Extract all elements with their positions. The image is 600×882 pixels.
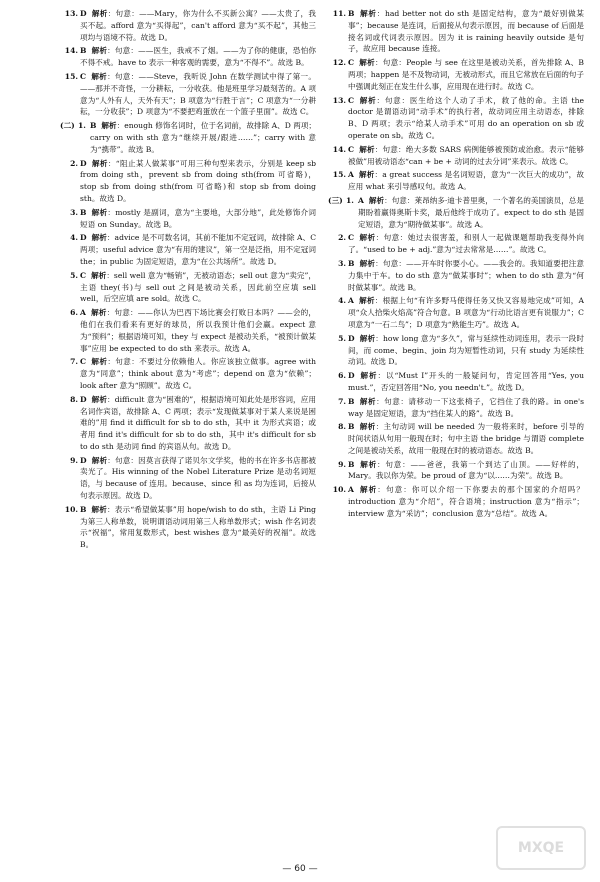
- entry-body: [80, 8, 316, 43]
- analysis-text: ：a great success 是名词短语，意为“一次巨大的成功”，故应用 what 来引导感叹句。故选 A。: [348, 170, 584, 192]
- question-number: 13.: [332, 95, 346, 105]
- analysis-text: ：how long 意为“多久”，常与延续性动词连用，表示一段时间，而 come、begin、join 均为短暂性动词，只有 study 为延续性动词。故选 D。: [348, 333, 584, 367]
- analysis-text: ：advice 是不可数名词，其前不能加不定冠词，故排除 A、C 两项；useful advice 意为“有用的建议”，第一空是泛指，用不定冠词 the；in public 为固定短语，意为“在公共场所”。故选 D。: [80, 233, 316, 266]
- question-number: 2.: [338, 233, 346, 243]
- answer-letter: B: [348, 422, 355, 432]
- answer-letter: D: [80, 158, 87, 168]
- answer-letter: A: [348, 296, 354, 306]
- answer-letter: D: [80, 455, 87, 465]
- answer-letter: B: [80, 504, 87, 514]
- answer-entry: [60, 71, 316, 118]
- columns: [60, 8, 584, 856]
- question-number: 5.: [70, 270, 78, 280]
- question-number: 4.: [338, 296, 346, 306]
- analysis-label: 解析: [91, 394, 108, 404]
- answer-entry: [60, 270, 316, 305]
- answer-entry: [328, 169, 584, 193]
- analysis-label: 解析: [91, 357, 108, 367]
- question-number: 5.: [338, 333, 346, 343]
- question-number: 15.: [332, 170, 346, 180]
- entry-body: [80, 207, 316, 231]
- analysis-text: ：句意：——医生，我戒不了烟。——为了你的健康，恐怕你不得不戒。have to 表示一种客观的需要，意为“不得不”。故选 B。: [80, 46, 316, 68]
- analysis-text: ：句意：——Steve，我听说 John 在数学测试中得了第一。——那并不奇怪，一分耕耘，一分收获。他是班里学习最刻苦的。A 项意为“人外有人，天外有天”；B 项意为“行胜于言”；C 项意为“一分耕耘，一分收获”；D 项意为“不要把鸡蛋放在一个篮子里面”。故选 C。: [80, 71, 316, 117]
- answer-entry: [60, 8, 316, 43]
- question-number: 10.: [64, 504, 78, 514]
- analysis-label: 解析: [91, 455, 108, 465]
- answer-entry: [60, 307, 316, 354]
- answer-entry: [60, 207, 316, 231]
- answer-letter: C: [348, 95, 355, 105]
- entry-body: [348, 258, 584, 293]
- answer-letter: B: [348, 258, 355, 268]
- question-number: 14.: [64, 46, 78, 56]
- answer-entry: [60, 504, 316, 551]
- analysis-label: 解析: [91, 46, 108, 56]
- answer-entry: [328, 333, 584, 368]
- analysis-text: ：句意：People 与 see 在这里是被动关系，首先排除 A、B 两项；happen 是不及物动词，无被动形式，而且它常放在后面的句子中强调此刻正在发生什么事，应用现在进行时。故选 C。: [348, 58, 584, 91]
- entry-body: [358, 195, 584, 230]
- answer-letter: C: [348, 144, 355, 154]
- entry-body: [80, 232, 316, 267]
- question-number: 9.: [70, 455, 78, 465]
- analysis-text: ：根据上句“有许多野马使得任务又快又容易地完成”可知，A 项“众人拾柴火焰高”符合句意。B 项意为“行动比语言更有说服力”；C 项意为“一石二鸟”；D 项意为“熟能生巧”。故选 A。: [348, 296, 584, 329]
- question-number: 1.: [346, 195, 354, 205]
- answer-letter: A: [348, 170, 354, 180]
- analysis-label: 解析: [358, 296, 375, 306]
- analysis-label: 解析: [91, 504, 108, 514]
- answer-letter: B: [90, 121, 97, 131]
- question-number: 4.: [70, 233, 78, 243]
- answer-entry: [60, 45, 316, 69]
- entry-body: [348, 459, 584, 483]
- answer-entry: [328, 484, 584, 519]
- analysis-label: 解析: [91, 158, 108, 168]
- answer-letter: D: [80, 9, 87, 18]
- entry-body: [80, 455, 316, 502]
- answer-entry: [328, 95, 584, 142]
- question-number: 3.: [338, 258, 346, 268]
- analysis-text: ：表示“希望做某事”用 hope/wish to do sth，主语 Li Ping 为第三人称单数，说明谓语动词用第三人称单数形式；wish 作名词表示“祝福”，常用复数形式，best wishes 意为“最美好的祝福”。故选 B。: [80, 504, 316, 550]
- question-number: 9.: [338, 459, 346, 469]
- question-number: 15.: [64, 71, 78, 81]
- analysis-text: ：difficult 意为“困难的”，根据语境可知此处是形容词，应用名词作宾语，故排除 A、C 两项；表示“发现做某事对于某人来说是困难的”用 find it difficult for sb to do sth，其中 it 为形式宾语；或者用 find it's difficult for sb to do sth，其中 it's difficult for sb to do sth 是动词 find 的宾语从句。故选 D。: [80, 394, 316, 451]
- question-number: 7.: [70, 357, 78, 367]
- analysis-text: ：句意：她过去很害羞，和别人一起做课题帮助我变得外向了。“used to be + adj.”意为“过去常常是……”。故选 C。: [348, 233, 584, 255]
- analysis-text: ：sell well 意为“畅销”，无被动语态；sell out 意为“卖完”，主语 they(书)与 sell out 之间是被动关系，因此前空应填 sell well，后空应填 are sold。故选 C。: [80, 270, 316, 304]
- entry-body: [348, 421, 584, 456]
- analysis-text: ：had better not do sth 是固定结构，意为“最好别做某事”；because 是连词，后面接从句表示原因，而 because of 后面是接名词或代词表示原因。因为 it is raining heavily outside 是句子，故应用 because 连接。: [348, 9, 584, 54]
- entry-body: [80, 158, 316, 205]
- entry-body: [90, 120, 316, 155]
- question-number: 14.: [332, 144, 346, 154]
- answer-letter: A: [80, 308, 86, 318]
- answer-entry: [328, 144, 584, 168]
- answer-letter: D: [80, 233, 87, 243]
- question-number: 10.: [332, 485, 346, 495]
- analysis-label: 解析: [101, 121, 117, 131]
- entry-body: [80, 270, 316, 305]
- answer-entry: [328, 258, 584, 293]
- answer-letter: C: [80, 270, 87, 280]
- right-column: [328, 8, 584, 856]
- analysis-text: ：句意：——开车时你要小心。——我会的。我知道要把注意力集中于车。to do sth 意为“做某事时”；when to do sth 意为“何时做某事”。故选 B。: [348, 258, 584, 292]
- analysis-label: 解析: [359, 58, 375, 68]
- answer-entry: [60, 158, 316, 205]
- answer-entry: [328, 396, 584, 420]
- entry-body: [348, 333, 584, 368]
- entry-body: [348, 396, 584, 420]
- analysis-text: ：主句动词 will be needed 为一般将来时，before 引导的时间状语从句用一般现在时；句中主语 the bridge 与谓语 complete 之间是被动关系，故用一般现在时的被动语态。故选 B。: [348, 422, 584, 455]
- answer-entry: [328, 370, 584, 394]
- answer-letter: C: [80, 357, 87, 367]
- answer-entry: [328, 8, 584, 55]
- answer-entry: [60, 120, 316, 155]
- analysis-label: 解析: [91, 9, 108, 18]
- answer-letter: D: [348, 371, 355, 381]
- analysis-text: ：句意：——Mary，你为什么不买新公寓？——太贵了，我买不起。afford 意为“买得起”，can't afford 意为“买不起”，其他三项均与语境不符。故选 D。: [80, 9, 316, 42]
- analysis-label: 解析: [359, 233, 376, 243]
- analysis-label: 解析: [359, 95, 377, 105]
- question-number: 11.: [332, 9, 346, 18]
- section-label: (二): [60, 121, 75, 131]
- question-number: 8.: [338, 422, 346, 432]
- entry-body: [348, 169, 584, 193]
- analysis-text: ：句意：——爸爸，我第一个到达了山顶。——好样的，Mary。我以你为荣。be proud of 意为“以……为荣”。故选 B。: [348, 459, 584, 481]
- answer-entry: [328, 295, 584, 330]
- entry-body: [348, 370, 584, 394]
- answer-letter: B: [348, 396, 355, 406]
- analysis-label: 解析: [359, 371, 378, 381]
- question-number: 8.: [70, 394, 78, 404]
- question-number: 1.: [78, 121, 86, 131]
- analysis-label: 解析: [359, 333, 376, 343]
- analysis-label: 解析: [358, 170, 375, 180]
- analysis-text: ：句意：你可以介绍一下你要去的那个国家的介绍吗？introduction 意为“介绍”，符合语境；instruction 意为“指示”；interview 意为“采访”；conclusion 意为“总结”。故选 A。: [348, 485, 584, 518]
- answer-letter: B: [80, 207, 87, 217]
- question-number: 13.: [64, 9, 78, 18]
- page-footer: — 60 —: [282, 864, 318, 874]
- analysis-label: 解析: [359, 9, 377, 18]
- question-number: 12.: [332, 58, 346, 68]
- entry-body: [348, 95, 584, 142]
- entry-body: [80, 394, 316, 453]
- answer-entry: [60, 394, 316, 453]
- answer-letter: B: [80, 46, 87, 56]
- analysis-text: ：enough 修饰名词时，位于名词前，故排除 A、D 两项；carry on with sth 意为“继续开展/跟进……”；carry with 意为“携带”。故选 B。: [90, 121, 316, 154]
- answer-letter: B: [348, 9, 355, 18]
- question-number: 6.: [338, 371, 346, 381]
- answer-entry: [328, 459, 584, 483]
- answer-letter: B: [348, 459, 355, 469]
- analysis-text: ：句意：不要过分依赖他人。你应该独立做事。agree with 意为“同意”；think about 意为“考虑”；depend on 意为“依赖”；look after 意为“照顾”。故选 C。: [80, 357, 316, 390]
- section-label: (三): [328, 195, 343, 205]
- page-number: 60: [294, 864, 306, 874]
- analysis-text: ：mostly 是副词，意为“主要地，大部分地”，此处修饰介词短语 on Sunday。故选 B。: [80, 207, 316, 229]
- left-column: [60, 8, 316, 856]
- answer-letter: D: [80, 394, 87, 404]
- analysis-text: ：句意：莱昂纳多·迪卡普里奥，一个著名的美国演员，总是期盼着赢得奥斯卡奖，最后他终于成功了。expect to do sth 是固定短语，意为“期待做某事”。故选 A。: [358, 195, 584, 229]
- question-number: 2.: [70, 158, 78, 168]
- entry-body: [348, 144, 584, 168]
- question-number: 3.: [70, 207, 78, 217]
- analysis-label: 解析: [359, 459, 377, 469]
- entry-body: [348, 8, 584, 55]
- entry-body: [348, 57, 584, 92]
- entry-body: [80, 356, 316, 391]
- analysis-label: 解析: [91, 233, 107, 243]
- answer-letter: A: [358, 195, 364, 205]
- answer-entry: [60, 356, 316, 391]
- entry-body: [80, 71, 316, 118]
- analysis-label: 解析: [91, 270, 107, 280]
- analysis-text: ：句意：绝大多数 SARS 病例能够被预防或治愈。表示“能够被做”用被动语态“can + be + 动词的过去分词”来表示。故选 C。: [348, 144, 584, 166]
- analysis-text: ：句意：请移动一下这张椅子，它挡住了我的路。in one's way 是固定短语，意为“挡住某人的路”。故选 B。: [348, 396, 584, 418]
- watermark-logo: [496, 826, 586, 870]
- analysis-label: 解析: [91, 207, 108, 217]
- answer-letter: A: [348, 485, 354, 495]
- analysis-label: 解析: [359, 396, 377, 406]
- analysis-label: 解析: [359, 258, 376, 268]
- analysis-text: ：句意：因莫言获得了诺贝尔文学奖，他的书在许多书店都被卖光了。His winning of the Nobel Literature Prize 是动名词短语，与 because of 连用。because、since 和 as 均为连词，后接从句表示原因。故选 D。: [80, 455, 316, 501]
- answer-letter: C: [80, 71, 87, 81]
- answer-letter: D: [348, 333, 355, 343]
- analysis-text: ：句意：——你认为巴西下场比赛会打败日本吗？——会的，他们在我们看来有更好的球员，所以我预计他们会赢。expect 意为“预料”；根据语境可知，they 与 expect 是被动关系，“被预计做某事”应用 be expected to do sth 来表示。故选 A。: [80, 308, 316, 353]
- analysis-text: ：以“Must I”开头的一般疑问句，肯定回答用“Yes, you must.”，否定回答用“No, you needn't.”。故选 D。: [348, 371, 584, 392]
- answer-letter: C: [348, 58, 355, 68]
- answer-entry: [328, 57, 584, 92]
- analysis-label: 解析: [358, 485, 378, 495]
- entry-body: [80, 45, 316, 69]
- analysis-label: 解析: [90, 308, 107, 318]
- watermark-text: MXQE: [517, 840, 565, 856]
- entry-body: [348, 295, 584, 330]
- entry-body: [80, 307, 316, 354]
- analysis-label: 解析: [91, 71, 108, 81]
- answer-entry: [328, 195, 584, 230]
- answer-entry: [60, 455, 316, 502]
- entry-body: [348, 232, 584, 256]
- answer-entry: [328, 232, 584, 256]
- answer-entry: [328, 421, 584, 456]
- analysis-text: ：“阻止某人做某事”可用三种句型来表示，分别是 keep sb from doing sth，prevent sb from doing sth(from 可省略)，stop sb from doing sth(from 可省略)和 stop sb from doing sth。故选 D。: [80, 158, 316, 203]
- analysis-label: 解析: [359, 144, 375, 154]
- analysis-text: ：句意：医生给这个人动了手术，救了他的命。主语 the doctor 是谓语动词“动手术”的执行者，故动词应用主动语态，排除 B、D 两项；表示“给某人动手术”可用 do an operation on sb 或 operate on sb。故选 C。: [348, 95, 584, 140]
- question-number: 7.: [338, 396, 346, 406]
- analysis-label: 解析: [368, 195, 385, 205]
- entry-body: [348, 484, 584, 519]
- analysis-label: 解析: [359, 422, 376, 432]
- answer-letter: C: [348, 233, 355, 243]
- answer-entry: [60, 232, 316, 267]
- entry-body: [80, 504, 316, 551]
- question-number: 6.: [70, 308, 78, 318]
